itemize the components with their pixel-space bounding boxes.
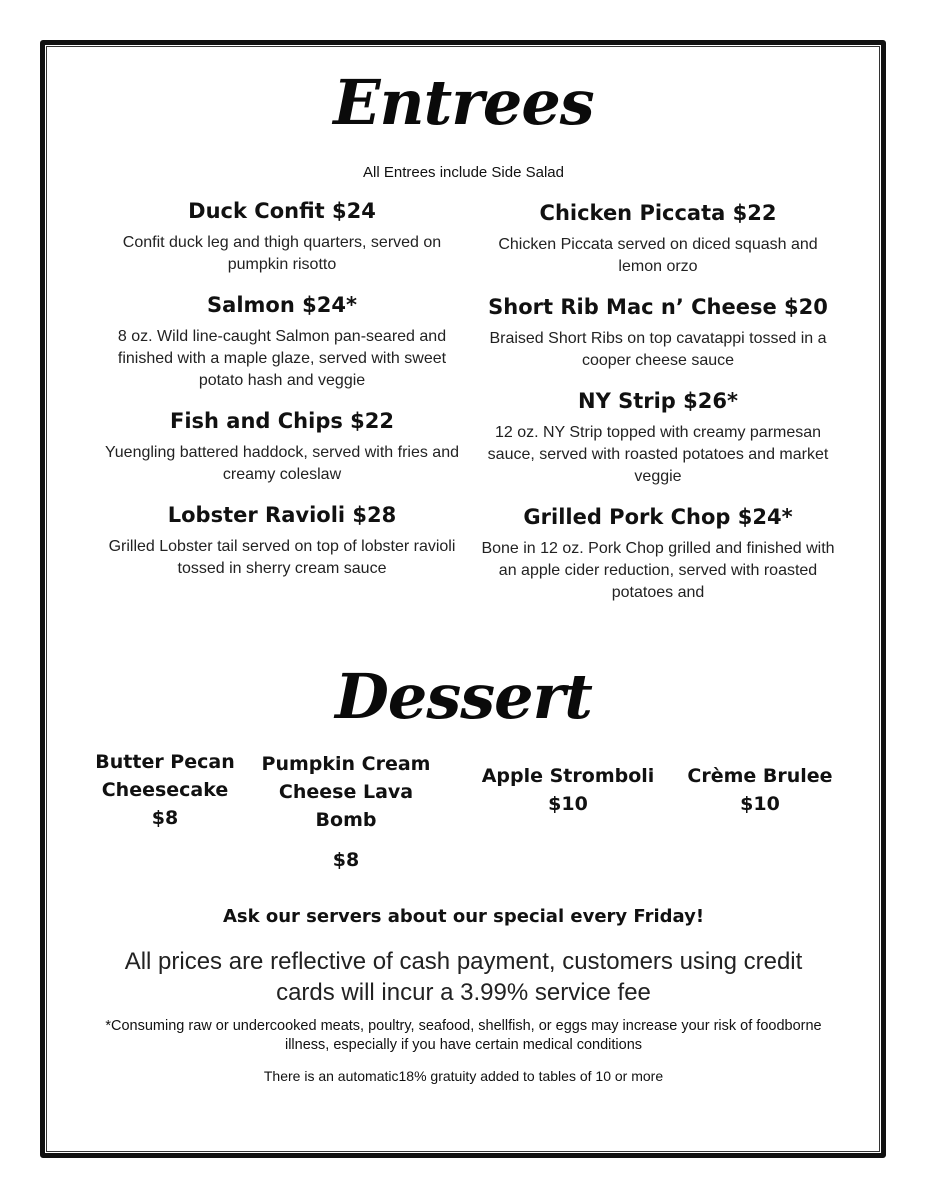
item-name: Salmon $24* <box>207 293 357 317</box>
item-name: Grilled Pork Chop $24* <box>523 505 793 529</box>
dessert-heading: Dessert <box>335 660 592 733</box>
dessert-item <box>676 762 844 818</box>
item-description: Yuengling battered haddock, served with fries and creamy coleslaw <box>104 444 459 483</box>
item-description: Confit duck leg and thigh quarters, served on pumpkin risotto <box>122 234 442 273</box>
item-name: NY Strip $26* <box>578 389 738 413</box>
dessert-price: $8 <box>332 849 360 871</box>
entrees-right-column <box>478 198 838 644</box>
item-name: Duck Confit $24 <box>188 199 376 223</box>
dessert-price: $10 <box>740 793 780 815</box>
food-safety-warning: *Consuming raw or undercooked meats, poultry, seafood, shellfish, or eggs may increase your risk of foodborne illness, especially if you have certain medical conditions <box>105 1018 822 1053</box>
item-description: 8 oz. Wild line-caught Salmon pan-seared and finished with a maple glaze, served with sweet potato hash and veggie <box>117 328 447 389</box>
item-description: Braised Short Ribs on top cavatappi tossed in a cooper cheese sauce <box>489 330 827 369</box>
menu-item <box>100 406 464 486</box>
menu-item <box>100 500 464 580</box>
dessert-name: Butter Pecan Cheesecake <box>95 751 235 801</box>
dessert-name: Apple Stromboli <box>481 765 655 787</box>
cash-price-notice: All prices are reflective of cash payment, customers using credit cards will incur a 3.99% service fee <box>124 948 803 1006</box>
menu-item <box>478 386 838 488</box>
item-description: Chicken Piccata served on diced squash and lemon orzo <box>498 236 818 275</box>
menu-item <box>478 292 838 372</box>
dessert-item <box>258 750 434 874</box>
dessert-item <box>80 748 250 832</box>
entrees-left-column <box>100 196 464 594</box>
dessert-name: Pumpkin Cream Cheese Lava Bomb <box>261 753 431 831</box>
item-description: Grilled Lobster tail served on top of lobster ravioli tossed in sherry cream sauce <box>108 538 456 577</box>
item-description: 12 oz. NY Strip topped with creamy parmesan sauce, served with roasted potatoes and market veggie <box>487 424 829 485</box>
menu-item <box>478 502 838 604</box>
friday-special-note: Ask our servers about our special every Friday! <box>222 906 705 927</box>
entrees-subtitle: All Entrees include Side Salad <box>363 164 564 181</box>
dessert-item <box>470 762 666 818</box>
item-description: Bone in 12 oz. Pork Chop grilled and finished with an apple cider reduction, served with roasted potatoes and <box>481 540 835 601</box>
dessert-price: $10 <box>548 793 588 815</box>
item-name: Short Rib Mac n’ Cheese $20 <box>488 295 828 319</box>
menu-item <box>100 196 464 276</box>
dessert-name: Crème Brulee <box>687 765 833 787</box>
menu-item <box>100 290 464 392</box>
item-name: Fish and Chips $22 <box>169 409 394 433</box>
gratuity-notice: There is an automatic18% gratuity added to tables of 10 or more <box>263 1068 664 1084</box>
dessert-price: $8 <box>151 807 179 829</box>
item-name: Chicken Piccata $22 <box>539 201 777 225</box>
entrees-heading: Entrees <box>333 66 594 139</box>
menu-item <box>478 198 838 278</box>
item-name: Lobster Ravioli $28 <box>167 503 397 527</box>
